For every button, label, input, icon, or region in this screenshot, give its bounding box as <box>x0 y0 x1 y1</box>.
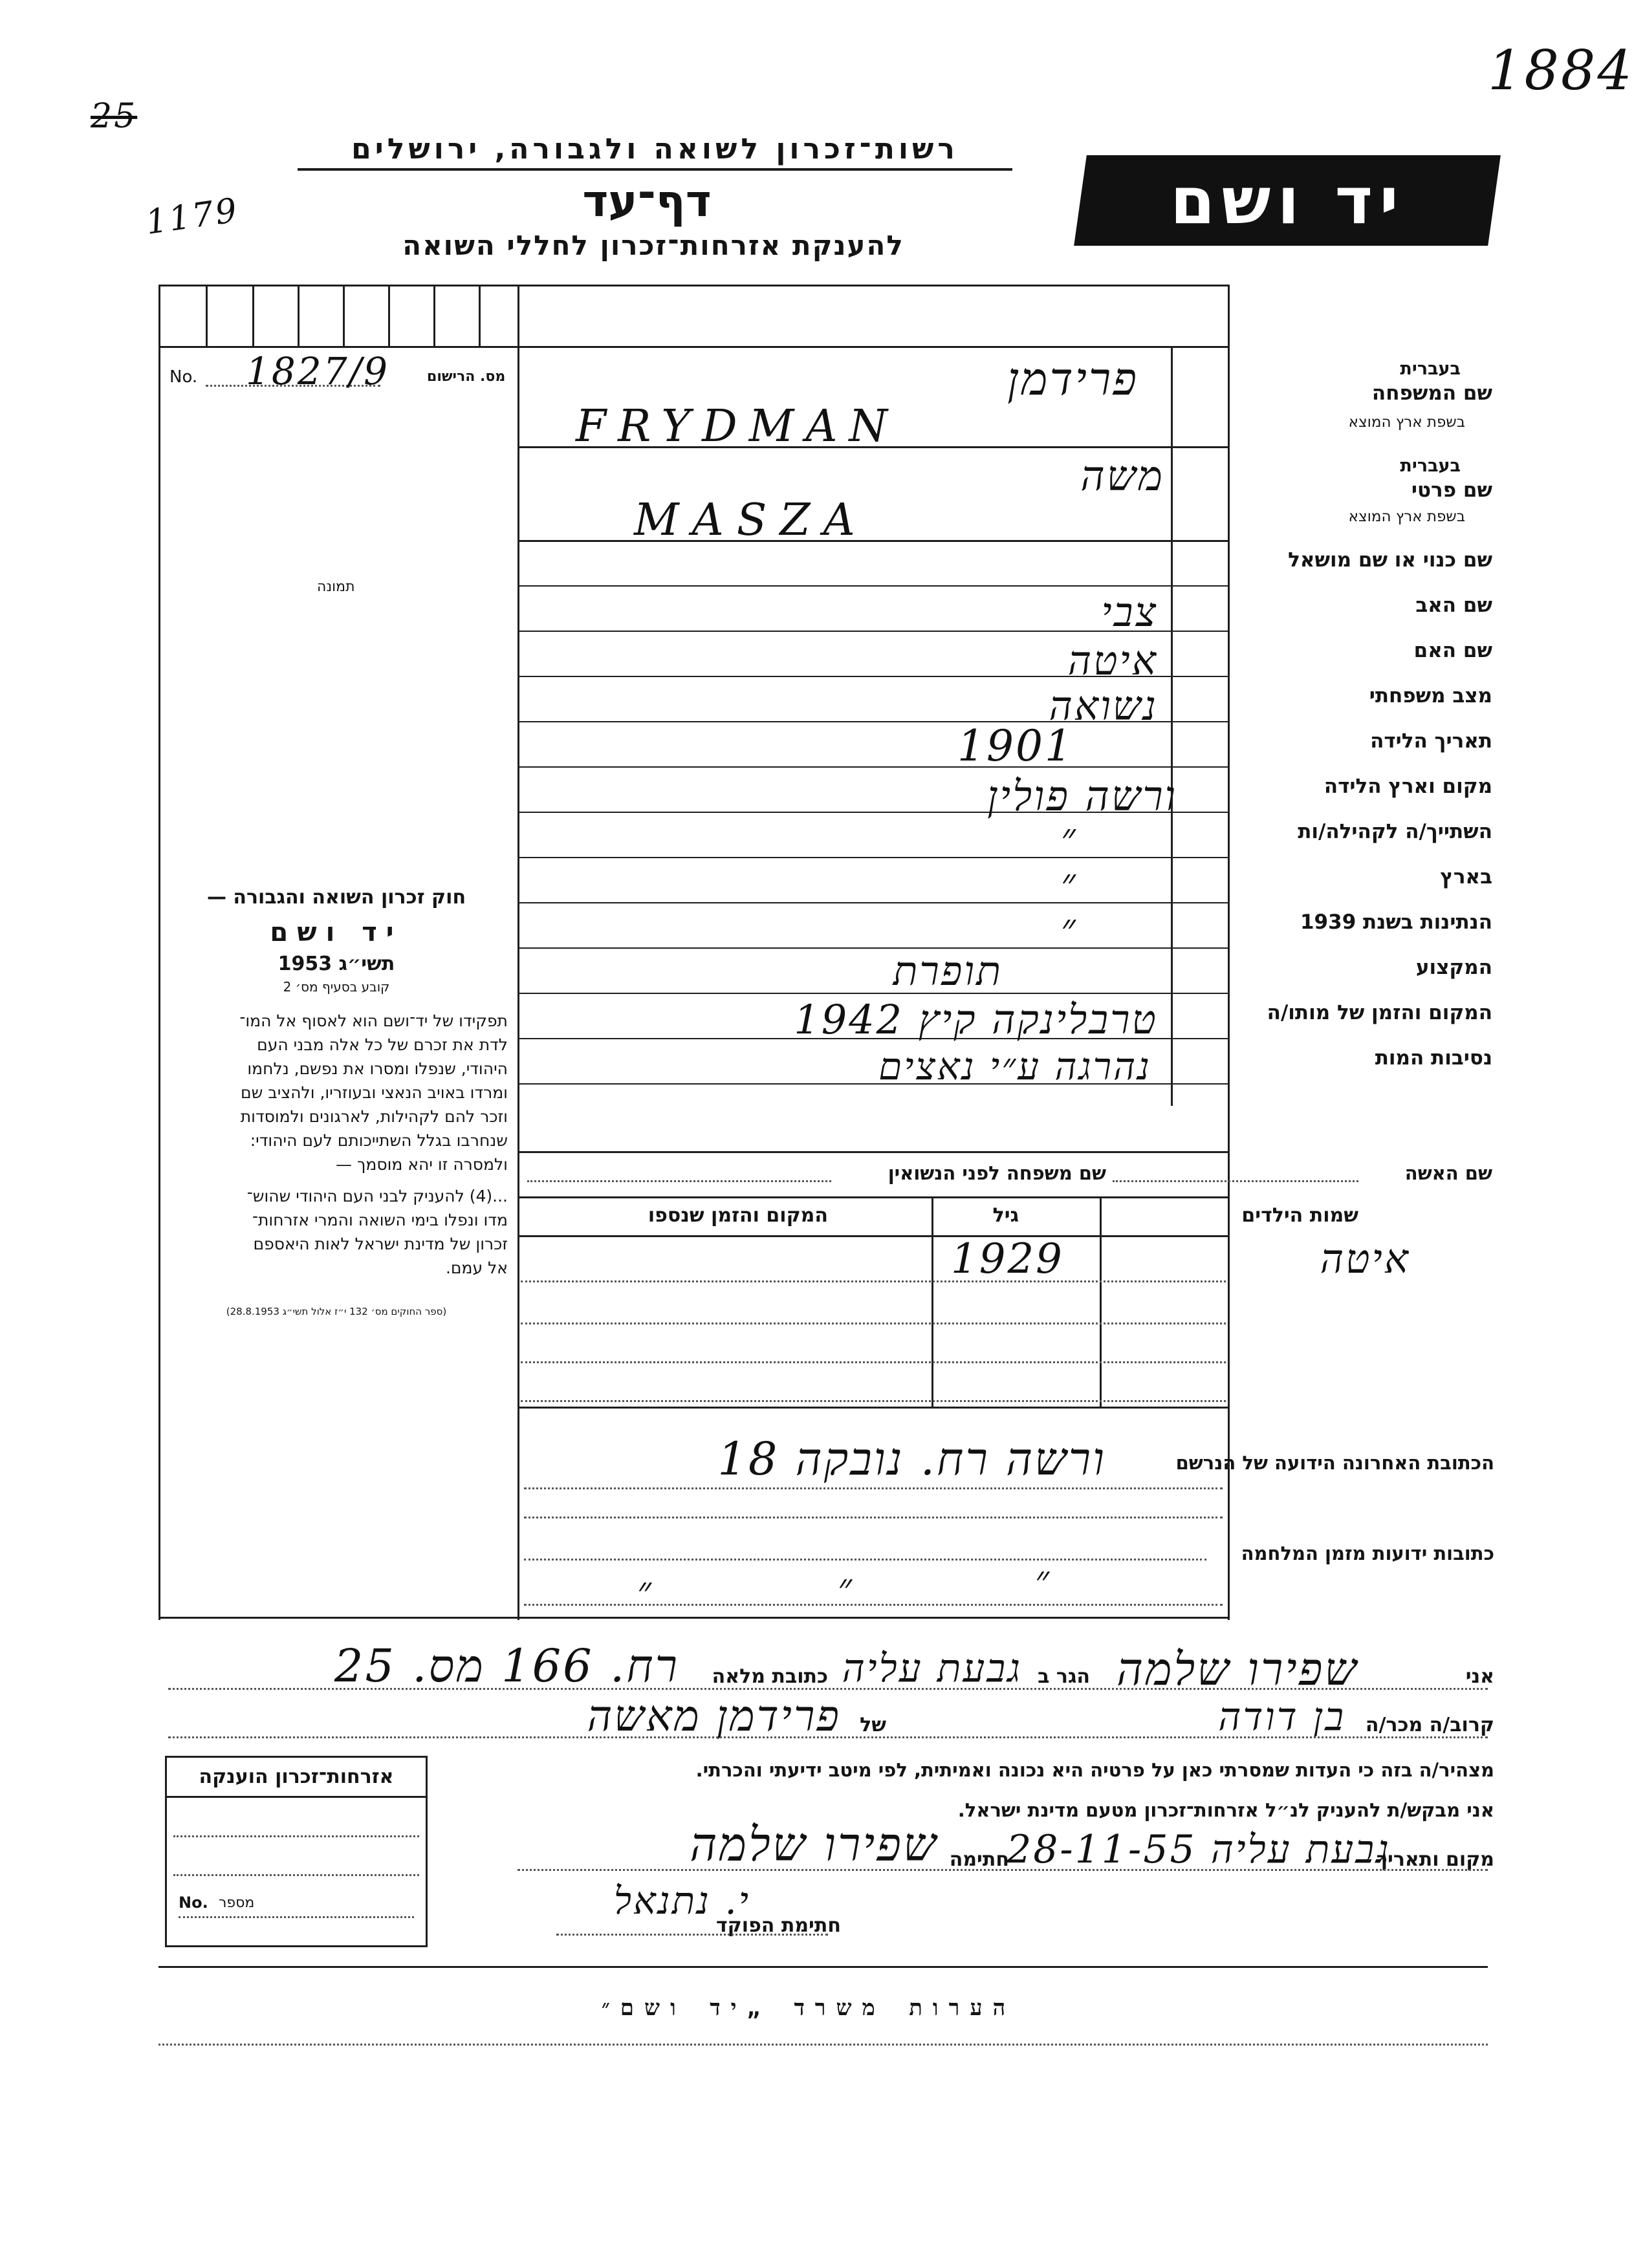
law-clause: קובע בסעיף מס׳ 2 <box>283 979 390 995</box>
citizenship-label: הנתינות בשנת 1939 <box>1300 911 1492 934</box>
death-cause-value: נהרגה ע״י נאצים <box>878 1044 1151 1088</box>
profession-label: המקצוע <box>1415 956 1492 979</box>
child-name-value: איטה <box>1320 1235 1410 1282</box>
spouse-maiden-label: שם משפחה לפני הנשואין <box>888 1162 1106 1184</box>
law-line: ומרדו באויב הנאצי ובעוזריו, ולהציב שם <box>241 1083 508 1102</box>
children-header: שמות הילדים <box>1241 1204 1358 1227</box>
surname-hebrew-label: בעברית <box>1400 359 1461 379</box>
law-name: יד ושם <box>270 918 403 947</box>
resides-value: גבעת עליה <box>842 1646 1022 1691</box>
yad-vashem-logo <box>1074 155 1501 246</box>
father-label: שם האב <box>1415 594 1492 617</box>
place-date-value: גבעת עליה 28-11-55 <box>1007 1827 1391 1872</box>
child-age-value: 1929 <box>951 1235 1064 1283</box>
law-text-block <box>165 886 508 1317</box>
spouse-line <box>1113 1180 1358 1182</box>
marital-value: נשואה <box>1049 682 1158 729</box>
firstname-hebrew-value: משה <box>1080 453 1164 501</box>
mother-value: איטה <box>1067 637 1158 684</box>
firstname-origin-value: MASZA <box>634 495 868 546</box>
surname-origin-value: FRYDMAN <box>576 401 899 452</box>
law-line: זכרון של מדינת ישראל לאות היאספם <box>253 1235 508 1253</box>
resides-label: הגר ב <box>1038 1665 1090 1688</box>
law-line: שנחרבו בגלל השתייכותם לעם היהודי: <box>250 1131 508 1150</box>
statement-2: אני מבקש/ת להעניק לנ״ל אזרחות־זכרון מטעם מדינת ישראל. <box>957 1799 1494 1821</box>
surname-label: שם המשפחה <box>1371 382 1492 405</box>
law-line: היהודי, שנפלו ומסרו את נפשם, נלחמו <box>247 1059 508 1078</box>
law-line: תפקידו של יד־ושם הוא לאסוף אל המו־ <box>239 1011 508 1030</box>
profession-value: תופרת <box>893 947 1003 995</box>
of-value: פרידמן מאשה <box>587 1691 841 1741</box>
relative-label: קרוב/ה מכר/ה <box>1365 1714 1494 1736</box>
signature-value: שפירו שלמה <box>690 1817 938 1872</box>
place-date-label: מקום ותאריך <box>1376 1848 1494 1871</box>
form-title: דף־עד <box>582 176 712 227</box>
law-line: אל עמם. <box>445 1258 508 1277</box>
last-address-label: הכתובת האחרונה הידועה של הנרשם <box>1175 1452 1494 1474</box>
father-value: צבי <box>1101 589 1158 636</box>
birthplace-value: ורשה פולין <box>987 773 1177 821</box>
birthdate-label: תאריך הלידה <box>1370 729 1492 753</box>
firstname-hebrew-label: בעברית <box>1400 456 1461 476</box>
death-place-value: טרבלינקה קיץ 1942 <box>794 996 1158 1043</box>
reg-no-heb: מס. הרישום <box>427 369 506 385</box>
full-address-label: כתובת מלאה <box>712 1665 828 1688</box>
nickname-label: שם כנוי או שם מושאל <box>1288 548 1492 572</box>
declarant-name: שפירו שלמה <box>1117 1643 1358 1696</box>
law-line: וזכר להם לקהילות, לארגונים ולמוסדות <box>240 1107 508 1126</box>
full-address-value: רח. 166 מס. 25 <box>334 1639 679 1692</box>
granted-no-label: No. <box>179 1894 208 1912</box>
wartime-value: ״ <box>637 1568 654 1612</box>
firstname-label: שם פרטי <box>1411 479 1492 502</box>
death-place-label: המקום והזמן של מותו/ה <box>1267 1001 1492 1024</box>
age-header: גיל <box>992 1204 1019 1227</box>
notes-line <box>158 2044 1488 2046</box>
top-left-mark: 25 <box>91 97 138 136</box>
law-line: ולמסרה זו יהא מוסמך — <box>336 1155 508 1174</box>
death-cause-label: נסיבות המות <box>1375 1046 1492 1070</box>
wartime-label: כתובות ידועות מזמן המלחמה <box>1241 1542 1494 1564</box>
law-year: תשי״ג 1953 <box>278 953 395 975</box>
last-address-value: ורשה רח. נובקה 18 <box>717 1432 1106 1485</box>
reg-no-label: No. <box>169 367 198 387</box>
community-label: השתייך/ה לקהילה/ות <box>1298 820 1492 843</box>
left-file-number: 1179 <box>143 191 241 243</box>
law-title: חוק זכרון השואה והגבורה — <box>206 886 466 909</box>
birthdate-value: 1901 <box>957 721 1074 771</box>
logo-text: יד ושם <box>1170 162 1405 239</box>
marital-label: מצב משפחתי <box>1369 684 1492 707</box>
community-value: ״ <box>1061 815 1078 860</box>
reg-no-value: 1827/9 <box>246 349 390 393</box>
signature-label: חתימה <box>949 1848 1009 1871</box>
granted-box-title: אזרחות־זכרון הוענקה <box>167 1758 426 1798</box>
authority-line: רשות־זכרון לשואה ולגבורה, ירושלים <box>298 133 1012 171</box>
photo-label: תמונה <box>317 579 355 595</box>
wartime-value: ״ <box>1035 1557 1052 1601</box>
top-right-number: 1884 <box>1488 39 1634 102</box>
country-value: ״ <box>1061 860 1078 905</box>
office-notes-label: הערות משרד „יד ושם״ <box>601 1995 1016 2021</box>
law-line: לדת את זכרם של כל אלה מבני העם <box>257 1035 508 1054</box>
spouse-maiden-line <box>527 1180 831 1182</box>
granted-no-heb: מספר <box>219 1895 255 1911</box>
surname-origin-label: בשפת ארץ המוצא <box>1348 414 1465 431</box>
officer-signature: י. נתנאל <box>613 1879 750 1923</box>
mother-label: שם האם <box>1413 639 1492 662</box>
footer-rule <box>158 1966 1488 1968</box>
birthplace-label: מקום וארץ הלידה <box>1324 775 1492 798</box>
firstname-origin-label: בשפת ארץ המוצא <box>1348 508 1465 525</box>
form-subtitle: להענקת אזרחות־זכרון לחללי השואה <box>402 230 904 261</box>
officer-sig-label: חתימת הפוקד <box>716 1914 841 1937</box>
child-death-header: המקום והזמן שנספו <box>648 1204 828 1227</box>
wartime-value: ״ <box>838 1565 855 1609</box>
of-label: של <box>860 1714 886 1736</box>
law-line: ...(4) להעניק לבני העם היהודי שהוש־ <box>246 1187 508 1205</box>
citizenship-value: ״ <box>1061 905 1078 951</box>
statement-1: מצהיר/ה בזה כי העדות שמסרתי כאן על פרטיה היא נכונה ואמיתית, לפי מיטב ידיעתי והכרתי. <box>695 1759 1494 1781</box>
granted-box <box>165 1756 428 1947</box>
law-reference: (ספר החוקים מס׳ 132 י״ז אלול תשי״ג 28.8.1953) <box>226 1306 447 1317</box>
relative-value: בן דודה <box>1218 1694 1345 1740</box>
spouse-label: שם האשה <box>1404 1162 1492 1184</box>
surname-hebrew-value: פרידמן <box>1007 352 1138 405</box>
i-label: אני <box>1465 1665 1494 1688</box>
country-label: בארץ <box>1440 865 1492 889</box>
law-line: מדו ונפלו בימי השואה והמרי אזרחות־ <box>252 1211 508 1229</box>
